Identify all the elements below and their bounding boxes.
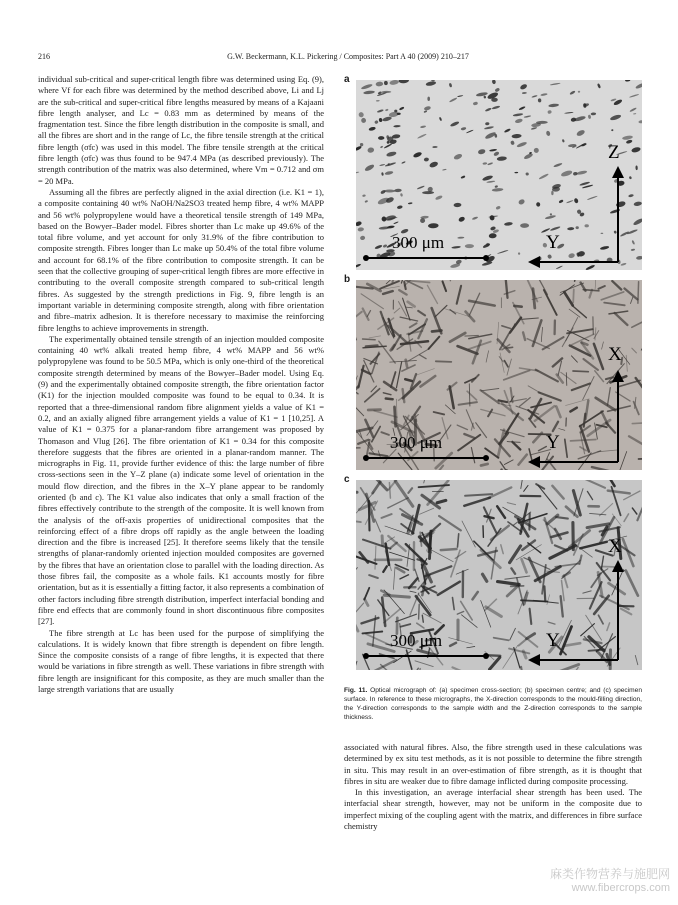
watermark-line: www.fibercrops.com <box>571 882 670 894</box>
page-number: 216 <box>38 52 50 61</box>
micrograph-c <box>356 480 642 670</box>
paragraph: individual sub-critical and super-critical length fibre was determined using Eq. (9), where Vf for each fibre was determined by the method described above, Li and Lj are the sub-critical and super-critical fibre lengths measured by means of a Kajaani fibre length analyser, and Lc = 0.83 mm as determined by means of the fragmentation test. Since the fibre length distribution in the composite is small, and all the fibres are short and in the range of Lc, the fibre tensile strength at the critical fibre length (σfc) was used in this model. The fibre tensile strength at the critical fibre length (σfc) was thus found to be 947.4 MPa (as described previously). The strength contribution of the matrix was also determined, where Vm = 0.712 and σm = 20 MPa. <box>38 74 324 186</box>
axis-label-vertical: X <box>608 536 622 557</box>
left-column <box>38 74 324 695</box>
paragraph: The experimentally obtained tensile strength of an injection moulded composite containing 40 wt% alkali treated hemp fibre, 4 wt% MAPP and 56 wt% polypropylene was found to be 50.5 MPa, which is only one-third of the theoretical composite strength determined by means of the Bowyer–Bader model. Using Eq. (9) and the experimentally obtained composite strength, the fibre orientation factor (K1) for the injection moulded composite was found to be equal to 0.34. It is reported that a three-dimensional random fibre alignment yields a value of K1 = 0.2, and an axially aligned fibre arrangement yields a value of K1 = 1 [10,25]. A value of K1 = 0.375 for a planar-random fibre arrangement was proposed by Thomason and Vlug [26]. The fibre orientation of K1 = 0.34 for this composite therefore suggests that the fibres are oriented in a planar-random manner. The micrographs in Fig. 11, provide further evidence of this: the large number of fibre cross-sections seen in the Y–Z plane (a) indicate some level of orientation in the mould flow direction, and the fibres in the X–Y plane appear to be randomly oriented (b and c). The K1 value also indicates that only a small fraction of the fibres effectively contribute to the strength of the composite. It is well known from the analysis of the off-axis properties of unidirectional composites that the reinforcing effect of a fibre drops off rapidly as the angle between the loading direction and the fibre is increased [25]. It therefore seems likely that the tensile strengths of planar-randomly oriented injection moulded composites are governed by the fibres that have an orientation close to parallel with the loading direction. As those fibres fail, the composite as a whole fails. K1 accounts mostly for fibre orientation, but as it is essentially a fitting factor, it also represents a combination of other factors including fibre strength distribution, imperfect interfacial bonding and fibre end effects that are commonly found in short discontinuous fibre composites [27]. <box>38 333 324 627</box>
panel-label: a <box>344 74 350 85</box>
axis-label-horizontal: Y <box>546 232 560 253</box>
caption-label: Fig. 11. <box>344 687 368 694</box>
running-title: G.W. Beckermann, K.L. Pickering / Composites: Part A 40 (2009) 210–217 <box>227 52 469 61</box>
axis-label-vertical: X <box>608 344 622 365</box>
scale-label: 300 μm <box>392 233 445 252</box>
paragraph: Assuming all the fibres are perfectly aligned in the axial direction (i.e. K1 = 1), a composite containing 40 wt% NaOH/Na2SO3 treated hemp fibre, 4 wt% MAPP and 56 wt% polypropylene would have a theoretical tensile strength of 149 MPa, based on the Bowyer–Bader model. Fibres shorter than Lc make up 49.6% of the total fibre volume, and yet account for only 31.9% of the fibre contribution to composite strength. Fibres longer than Lc make up 50.4% of the total fibre volume and account for 68.1% of the fibre contribution to composite strength. It can be seen that the collective grouping of super-critical length fibres are more effective in contributing to the overall composite strength compared to sub-critical length fibres. As suggested by the strength predictions in Fig. 9, fibre length is an important variable in determining composite strength, along with fibre orientation and fibre–matrix adhesion. It is therefore necessary to maximise the reinforcing fibre lengths to achieve improvements in strength. <box>38 186 324 333</box>
micrograph-a <box>356 80 642 270</box>
axis-label-vertical: Z <box>608 142 620 163</box>
watermark-line: 麻类作物营养与施肥网 <box>549 867 670 881</box>
micrograph-b <box>356 280 642 470</box>
micrograph-panel-b <box>344 274 642 470</box>
right-column <box>344 742 642 832</box>
paragraph: In this investigation, an average interfacial shear strength has been used. The interfacial shear strength, however, may not be uniform in the composite due to imperfect mixing of the coupling agent with the matrix, and differences in fibre surface chemistry <box>344 787 642 832</box>
figure-caption <box>344 686 642 722</box>
panel-label: c <box>344 474 350 485</box>
axis-label-horizontal: Y <box>546 630 560 651</box>
page-header <box>38 52 658 66</box>
figure-11 <box>344 74 642 674</box>
paragraph: associated with natural fibres. Also, the fibre strength used in these calculations was determined by ex situ test methods, as it is not possible to determine the fibre strength in situ. This may result in an over-estimation of fibre strength, as it is thought that fibres in situ are weaker due to fibre damage inflicted during composite processing. <box>344 742 642 786</box>
micrograph-panel-a <box>344 74 642 270</box>
paragraph: The fibre strength at Lc has been used for the purpose of simplifying the calculations. It is widely known that fibre strength is dependent on fibre length. Since the composite consists of a range of fibre lengths, it is expected that there would be variations in fibre strength as well. These variations in fibre strength with fibre length are insignificant for this composite, as they are much smaller than the large strength variations that are usually <box>38 627 324 695</box>
axis-label-horizontal: Y <box>546 432 560 453</box>
watermark <box>550 867 670 895</box>
panel-label: b <box>344 274 351 285</box>
scale-label: 300 μm <box>390 631 443 650</box>
scale-label: 300 μm <box>390 433 443 452</box>
micrograph-panel-c <box>344 474 642 670</box>
caption-text: Optical micrograph of: (a) specimen cross-section; (b) specimen centre; and (c) specimen surface. In reference to these micrographs, the X-direction corresponds to the mould-filling direction, the Y-direction corresponds to the sample width and the Z-direction corresponds to the sample thickness. <box>344 687 642 721</box>
